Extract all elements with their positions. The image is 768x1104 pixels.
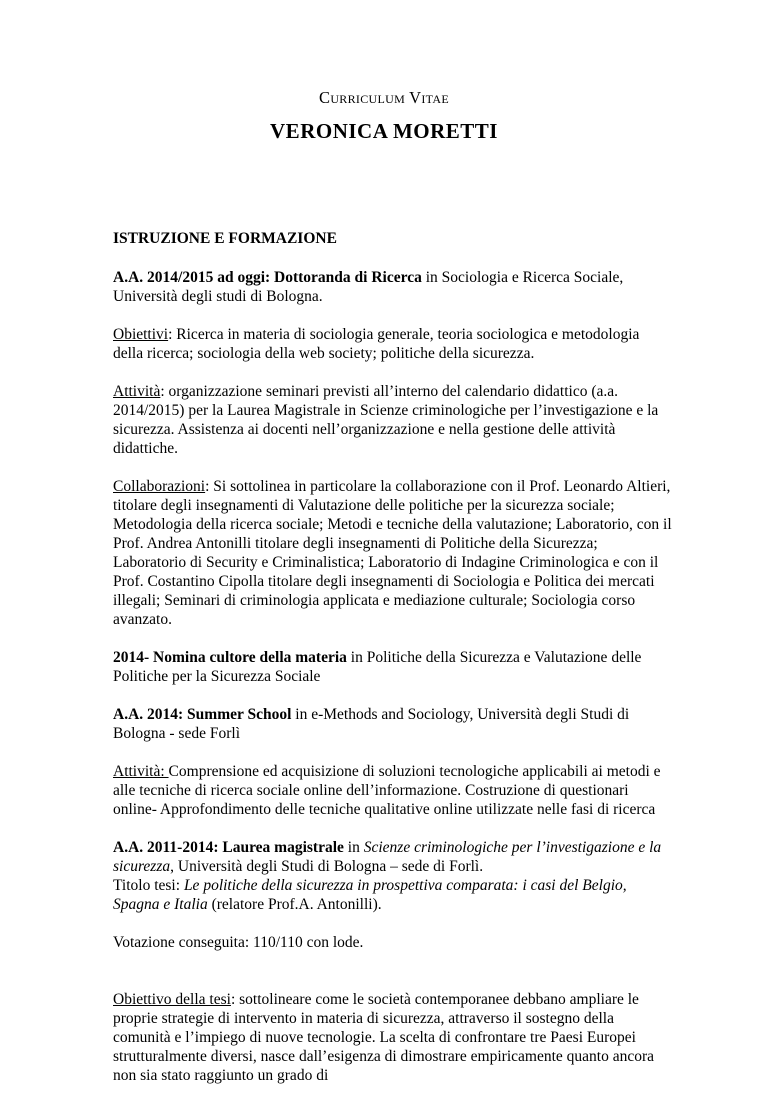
document-title: Curriculum Vitae bbox=[319, 88, 449, 107]
entry-collaborazioni bbox=[113, 477, 673, 629]
section-heading: ISTRUZIONE E FORMAZIONE bbox=[113, 230, 337, 247]
entry-laurea-thesis-title: Le politiche della sicurezza in prospettiva comparata: i casi del Belgio, Spagna e Italia bbox=[113, 877, 627, 913]
person-name: VERONICA MORETTI bbox=[270, 119, 498, 143]
entry-cultore-text: in Politiche della Sicurezza e Valutazione delle Politiche per la Sicurezza Sociale bbox=[113, 649, 642, 685]
entry-phd bbox=[113, 268, 673, 306]
entry-phd-head: A.A. 2014/2015 ad oggi: Dottoranda di Ricerca bbox=[113, 269, 422, 286]
entry-laurea-head: A.A. 2011-2014: Laurea magistrale bbox=[113, 839, 344, 856]
entry-obiettivi bbox=[113, 325, 673, 363]
entry-obiettivo-tesi-text: : sottolineare come le società contemporanee debbano ampliare le proprie strategie di intervento in materia di sicurezza, attraverso il sostegno della comunità e l’impiego di nuove tecnologie. La scelta di confrontare tre Paesi Europei strutturalmente diversi, nasce dall’esigenza di dimostrare empiricamente quanto ancora non sia stato raggiunto un grado di bbox=[113, 991, 654, 1084]
entry-attivita-text: : organizzazione seminari previsti all’interno del calendario didattico (a.a. 2014/2015) per la Laurea Magistrale in Scienze criminologiche per l’investigazione e la sicurezza. Assistenza ai docenti nell’organizzazione e nella gestione delle attività didattiche. bbox=[113, 383, 659, 457]
entry-cultore-head: 2014- Nomina cultore della materia bbox=[113, 649, 347, 666]
entry-summer-school bbox=[113, 705, 673, 743]
entry-attivita-summer-label: Attività: bbox=[113, 763, 169, 780]
entry-votazione: Votazione conseguita: 110/110 con lode. bbox=[113, 934, 364, 951]
entry-obiettivi-text: : Ricerca in materia di sociologia generale, teoria sociologica e metodologia della ricerca; sociologia della web society; politiche della sicurezza. bbox=[113, 326, 640, 362]
entry-laurea bbox=[113, 838, 673, 914]
entry-laurea-in: in bbox=[343, 839, 364, 856]
document-body bbox=[113, 229, 673, 1104]
entry-attivita-summer bbox=[113, 762, 673, 819]
entry-summer-school-head: A.A. 2014: Summer School bbox=[113, 706, 292, 723]
entry-laurea-course: Scienze criminologiche per l’investigazione e la sicurezza bbox=[113, 839, 662, 875]
entry-obiettivi-label: Obiettivi bbox=[113, 326, 169, 343]
entry-collaborazioni-text: : Si sottolinea in particolare la collaborazione con il Prof. Leonardo Altieri, titolare degli insegnamenti di Valutazione delle politiche per la sicurezza sociale; Metodologia della ricerca sociale; Metodi e tecniche della valutazione; Laboratorio, con il Prof. Andrea Antonilli titolare degli insegnamenti di Politiche della Sicurezza; Laboratorio di Security e Criminalistica; Laboratorio di Indagine Criminologica e con il Prof. Costantino Cipolla titolare degli insegnamenti di Sociologia e Politica dei mercati illegali; Seminari di criminologia applicata e mediazione culturale; Sociologia corso avanzato. bbox=[113, 478, 672, 628]
entry-attivita bbox=[113, 382, 673, 458]
entry-attivita-label: Attività bbox=[113, 383, 161, 400]
entry-collaborazioni-label: Collaborazioni bbox=[113, 478, 206, 495]
entry-laurea-thesis-label: Titolo tesi: bbox=[113, 877, 184, 894]
entry-attivita-summer-text: Comprensione ed acquisizione di soluzioni tecnologiche applicabili ai metodi e alle tecniche di ricerca sociale online dell’informazione. Costruzione di questionari online- Approfondimento delle tecniche qualitative online utilizzate nelle fasi di ricerca bbox=[113, 763, 661, 818]
entry-laurea-university: , Università degli Studi di Bologna – sede di Forlì. bbox=[170, 858, 484, 875]
entry-laurea-thesis-supervisor: (relatore Prof.A. Antonilli). bbox=[207, 896, 382, 913]
entry-obiettivo-tesi-label: Obiettivo della tesi bbox=[113, 991, 231, 1008]
entry-cultore bbox=[113, 648, 673, 686]
entry-obiettivo-tesi bbox=[113, 990, 673, 1085]
entry-summer-school-text: in e-Methods and Sociology, Università degli Studi di Bologna - sede Forlì bbox=[113, 706, 630, 742]
entry-phd-text: in Sociologia e Ricerca Sociale, Università degli studi di Bologna. bbox=[113, 269, 624, 305]
